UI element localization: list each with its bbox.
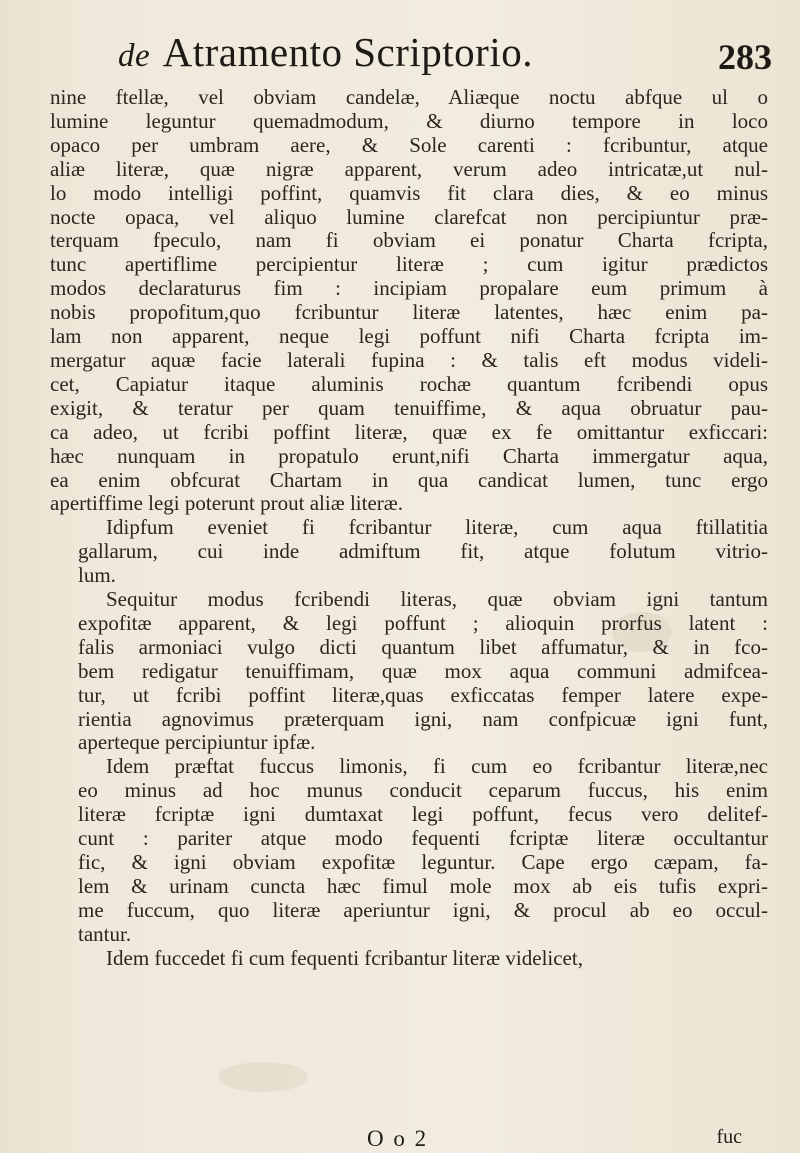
text-line: lo modo intelligi poffint, quamvis fit clara dies, & eo minus bbox=[50, 180, 768, 205]
body-text bbox=[50, 86, 768, 971]
text-line: lum. bbox=[78, 563, 116, 588]
text-line: aliæ literæ, quæ nigræ apparent, verum adeo intricatæ,ut nul- bbox=[50, 156, 768, 181]
paragraph bbox=[50, 516, 768, 588]
running-head bbox=[0, 28, 800, 82]
signature-mark: O o 2 bbox=[367, 1126, 429, 1151]
text-line: hæc nunquam in propatulo erunt,nifi Charta immergatur aqua, bbox=[50, 443, 768, 468]
paragraph bbox=[50, 86, 768, 516]
text-line: tur, ut fcribi poffint literæ,quas exficcatas femper latere expe- bbox=[78, 682, 768, 707]
text-line: opaco per umbram aere, & Sole carenti : fcribuntur, atque bbox=[50, 132, 768, 157]
text-line: ea enim obfcurat Chartam in qua candicat lumen, tunc ergo bbox=[50, 467, 768, 492]
text-line: rientia agnovimus præterquam igni, nam confpicuæ igni funt, bbox=[78, 706, 768, 731]
text-line: gallarum, cui inde admiftum fit, atque folutum vitrio- bbox=[78, 539, 768, 564]
text-line: fic, & igni obviam expofitæ leguntur. Cape ergo cæpam, fa- bbox=[78, 850, 768, 874]
text-line: bem redigatur tenuiffimam, quæ mox aqua communi admifcea- bbox=[78, 658, 768, 683]
text-line: expofitæ apparent, & legi poffunt ; alioquin prorfus latent : bbox=[78, 610, 768, 635]
text-line: cet, Capiatur itaque aluminis rochæ quantum fcribendi opus bbox=[50, 371, 768, 396]
text-line: terquam fpeculo, nam fi obviam ei ponatur Charta fcripta, bbox=[50, 228, 768, 253]
text-line: aperteque percipiuntur ipfæ. bbox=[78, 730, 316, 755]
text-line: ca adeo, ut fcribi poffint literæ, quæ ex fe omittantur exficcari: bbox=[50, 419, 768, 444]
text-line: nobis propofitum,quo fcribuntur literæ latentes, hæc enim pa- bbox=[50, 300, 768, 325]
text-line: Sequitur modus fcribendi literas, quæ obviam igni tantum bbox=[106, 587, 768, 612]
page-number: 283 bbox=[718, 37, 772, 77]
catchword: fuc bbox=[716, 1126, 742, 1148]
text-line: nine ftellæ, vel obviam candelæ, Aliæque noctu abfque ul o bbox=[50, 85, 768, 109]
text-line: nocte opaca, vel aliquo lumine clarefcat non percipiuntur præ- bbox=[50, 204, 768, 229]
text-line: mergatur aquæ facie laterali fupina : & talis eft modus videli- bbox=[50, 347, 768, 372]
text-line: tunc apertiflime percipientur literæ ; cum igitur prædictos bbox=[50, 252, 768, 277]
text-line: exigit, & teratur per quam tenuiffime, & aqua obruatur pau- bbox=[50, 395, 768, 420]
text-line: literæ fcriptæ igni dumtaxat legi poffunt, fecus vero delitef- bbox=[78, 802, 768, 827]
paragraph bbox=[50, 755, 768, 946]
text-line: lam non apparent, neque legi poffunt nifi Charta fcripta im- bbox=[50, 324, 768, 349]
text-line: me fuccum, quo literæ aperiuntur igni, & procul ab eo occul- bbox=[78, 897, 768, 922]
paragraph bbox=[50, 947, 768, 971]
page-footer bbox=[0, 1126, 800, 1150]
text-line: lumine leguntur quemadmodum, & diurno tempore in loco bbox=[50, 108, 768, 133]
text-line: modos declaraturus fim : incipiam propalare eum primum à bbox=[50, 276, 768, 301]
text-line: tantur. bbox=[78, 921, 132, 946]
running-title bbox=[118, 28, 533, 76]
text-line: Idem fuccedet fi cum fequenti fcribantur literæ videlicet, bbox=[106, 945, 583, 970]
paper-stain bbox=[218, 1062, 308, 1092]
paragraph bbox=[50, 588, 768, 755]
text-line: Idem præftat fuccus limonis, fi cum eo fcribantur literæ,nec bbox=[106, 754, 768, 779]
title-text: Atramento Scriptorio. bbox=[162, 29, 533, 75]
title-prefix: de bbox=[118, 38, 151, 74]
text-line: Idipfum eveniet fi fcribantur literæ, cum aqua ftillatitia bbox=[106, 515, 768, 540]
text-line: cunt : pariter atque modo fequenti fcriptæ literæ occultantur bbox=[78, 826, 768, 851]
text-line: eo minus ad hoc munus conducit ceparum fuccus, his enim bbox=[78, 778, 768, 803]
text-line: falis armoniaci vulgo dicti quantum libet affumatur, & in fco- bbox=[78, 634, 768, 659]
text-line: lem & urinam cuncta hæc fimul mole mox ab eis tufis expri- bbox=[78, 873, 768, 898]
text-line: apertiffime legi poterunt prout aliæ literæ. bbox=[50, 491, 404, 516]
